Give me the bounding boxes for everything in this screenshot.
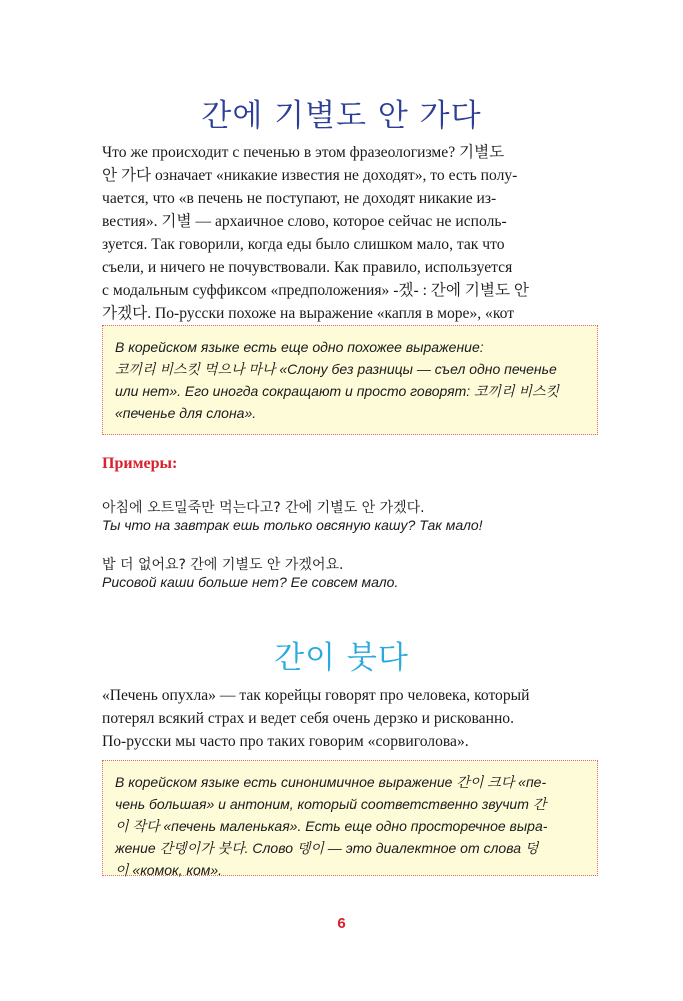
section-title-liver-news: 간에 기별도 안 가다	[201, 98, 482, 134]
paragraph-line: с модальным суффиксом «предположения» -겠- : 간에 기별도 안	[102, 282, 529, 299]
example-2-korean: 밥 더 없어요? 간에 기별도 안 가겠어요.	[102, 557, 344, 573]
examples-heading: Примеры:	[102, 455, 178, 472]
note-line: 코끼리 비스킷 먹으나 마나 «Слону без разницы — съел одно печенье	[115, 361, 557, 377]
paragraph-line: Что же происходит с печенью в этом фразеологизме? 기별도	[102, 144, 505, 161]
note-line: или нет». Его иногда сокращают и просто говорят: 코끼리 비스킷	[115, 383, 560, 399]
paragraph-line: зуется. Так говорили, когда еды было слишком мало, так что	[102, 236, 505, 253]
note-line: «печенье для слона».	[115, 405, 257, 421]
note-line: В корейском языке есть еще одно похожее выражение:	[115, 339, 484, 355]
section-1-paragraph	[102, 141, 602, 348]
note-line: В корейском языке есть синонимичное выражение 간이 크다 «пе-	[115, 774, 547, 790]
example-1-russian: Ты что на завтрак ешь только овсяную кашу? Так мало!	[102, 517, 483, 533]
paragraph-line: По-русски мы часто про таких говорим «сорвиголова».	[102, 733, 469, 750]
paragraph-line: «Печень опухла» — так корейцы говорят про человека, который	[102, 687, 530, 704]
note-line: 이 «комок, ком».	[115, 862, 223, 878]
note-line: 이 작다 «печень маленькая». Есть еще одно просторечное выра-	[115, 818, 548, 834]
note-line: жение 간뎅이가 붓다. Слово 뎅이 — это диалектное от слова 덩	[115, 840, 539, 856]
paragraph-line: съели, и ничего не почувствовали. Как правило, используется	[102, 259, 513, 276]
section-2-paragraph	[102, 684, 602, 753]
paragraph-line: 안 가다 означает «никакие известия не доходят», то есть полу-	[102, 167, 518, 184]
example-1-korean: 아침에 오트밀죽만 먹는다고? 간에 기별도 안 가겠다.	[102, 500, 425, 516]
paragraph-line: потерял всякий страх и ведет себя очень дерзко и рискованно.	[102, 710, 514, 727]
example-2-russian: Рисовой каши больше нет? Ее совсем мало.	[102, 574, 399, 590]
section-title-liver-swollen: 간이 붓다	[274, 640, 409, 676]
paragraph-line: 가겠다. По-русски похоже на выражение «капля в море», «кот	[102, 305, 515, 322]
paragraph-line: вестия». 기별 — архаичное слово, которое сейчас не исполь-	[102, 213, 507, 230]
paragraph-line: чается, что «в печень не поступают, не доходят никакие из-	[102, 190, 497, 207]
note-line: чень большая» и антоним, который соответственно звучит 간	[115, 796, 547, 812]
page-number: 6	[337, 915, 346, 932]
note-box-synonyms	[102, 760, 598, 876]
note-box-similar-expression	[102, 325, 598, 435]
